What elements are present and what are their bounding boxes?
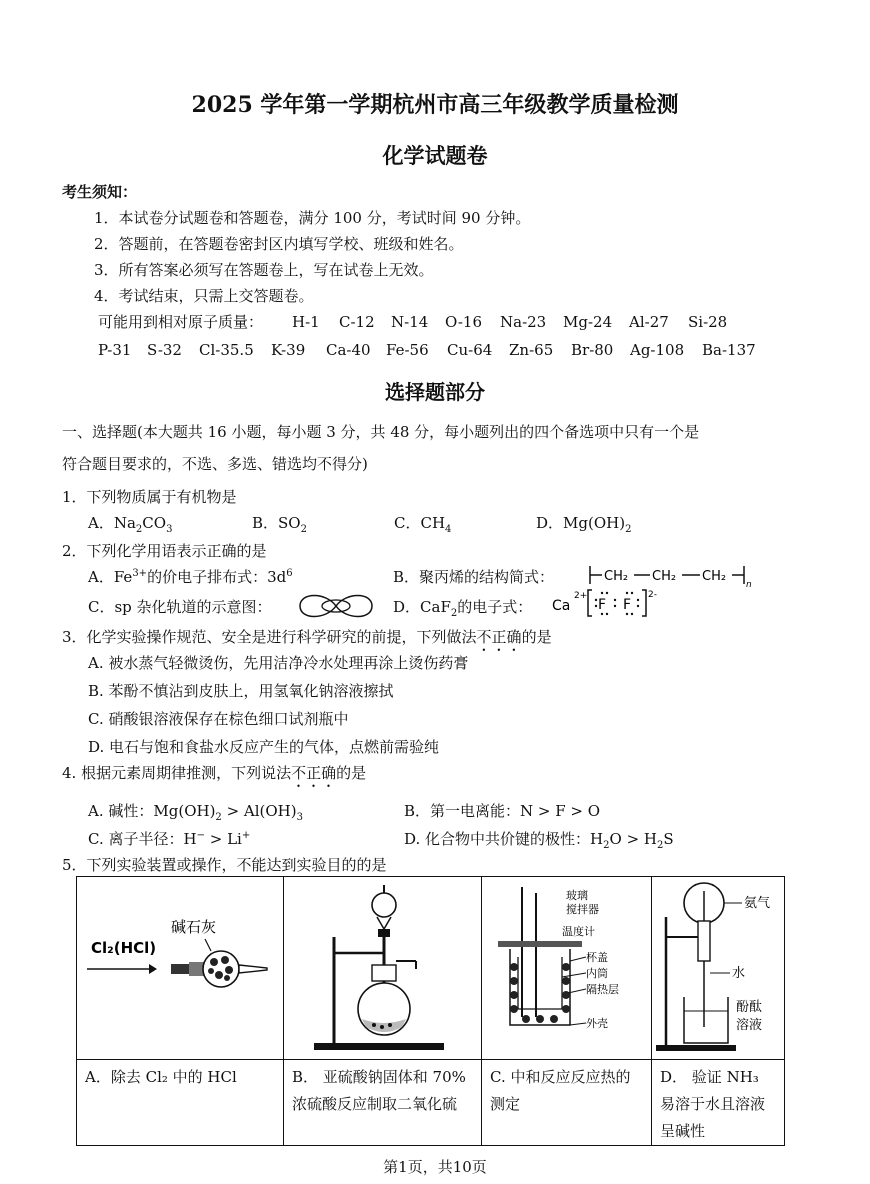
- atomic-mass: Br-80: [571, 341, 614, 359]
- svg-text:F: F: [598, 597, 607, 613]
- q1-option-d: D．$Mg(OH)_2$: [536, 514, 632, 535]
- atomic-mass: P-31: [98, 341, 132, 359]
- q2-option-a: A．$Fe^{3+}$的价电子排布式：$3d^6$: [88, 568, 293, 586]
- notice-item-4: 4．考试结束，只需上交答题卷。: [94, 287, 314, 305]
- svg-text:水: 水: [732, 966, 746, 981]
- q3-option-d: D. 电石与饱和食盐水反应产生的气体，点燃前需验纯: [88, 738, 440, 756]
- figure-b-cell: [284, 877, 482, 1060]
- svg-text:内筒: 内筒: [586, 967, 608, 980]
- svg-text:温度计: 温度计: [562, 925, 595, 938]
- q2-option-d: D．CaF$_2$的电子式：: [393, 598, 533, 619]
- atomic-mass: Ba-137: [702, 341, 756, 359]
- ch2-label: CH₂: [702, 569, 727, 584]
- atomic-mass-label: 可能用到相对原子质量：: [98, 313, 264, 331]
- caption-b: B． 亚硫酸钠固体和 70%浓硫酸反应制取二氧化硫: [292, 1068, 466, 1113]
- notice-item-3: 3．所有答案必须写在答题卷上，写在试卷上无效。: [94, 261, 434, 279]
- figure-a-cell: [77, 877, 284, 1060]
- atomic-mass: Ca-40: [326, 341, 371, 359]
- atomic-mass: Al-27: [629, 313, 669, 331]
- atomic-mass: Si-28: [688, 313, 728, 331]
- section-intro-line2: 符合题目要求的，不选、多选、错选均不得分): [62, 455, 368, 473]
- page-number: 第1页，共10页: [383, 1158, 487, 1176]
- section-intro-line1: 一、选择题(本大题共 16 小题，每小题 3 分，共 48 分，每小题列出的四个备选项中只有一个是: [62, 423, 700, 441]
- atomic-mass: Cu-64: [447, 341, 493, 359]
- atomic-mass: S-32: [147, 341, 182, 359]
- q1-option-b: B．$SO_2$: [252, 514, 307, 535]
- gas-generator-figure: [284, 877, 480, 1055]
- q4-option-d: D. 化合物中共价键的极性：$H_2O > H_2S$: [404, 830, 674, 851]
- svg-text:Ca: Ca: [552, 598, 571, 614]
- ammonia-fountain-figure: [652, 877, 783, 1055]
- sp-orbital-icon: [296, 590, 376, 622]
- n-label: n: [746, 580, 752, 590]
- section-title: 选择题部分: [385, 380, 485, 404]
- svg-text:隔热层: 隔热层: [586, 983, 619, 996]
- drying-tube-figure: [77, 877, 282, 1055]
- q1-option-c: C．$CH_4$: [394, 514, 452, 535]
- atomic-mass: Zn-65: [509, 341, 554, 359]
- q4-option-c: C. 离子半径：H− > Li+: [88, 830, 251, 848]
- svg-text:杯盖: 杯盖: [586, 951, 608, 964]
- q5-stem: 5．下列实验装置或操作，不能达到实验目的的是: [62, 856, 387, 874]
- atomic-mass: K-39: [271, 341, 306, 359]
- atomic-mass: O-16: [445, 313, 483, 331]
- caf2-electron-formula: [552, 586, 662, 620]
- svg-text:氨气: 氨气: [744, 896, 771, 911]
- q2-option-c: C．sp 杂化轨道的示意图：: [88, 598, 272, 616]
- atomic-mass: N-14: [391, 313, 429, 331]
- q2-stem: 2．下列化学用语表示正确的是: [62, 542, 267, 560]
- svg-text:2+: 2+: [574, 591, 588, 601]
- figure-d-cell: [652, 877, 785, 1060]
- notice-heading: 考生须知：: [62, 183, 138, 201]
- q4-stem: 4. 根据元素周期律推测，下列说法不正确的是: [62, 764, 367, 782]
- svg-text:F: F: [623, 597, 632, 613]
- gas-label: Cl₂(HCl): [91, 939, 157, 957]
- svg-text:外壳: 外壳: [586, 1017, 608, 1030]
- atomic-mass: Na-23: [500, 313, 547, 331]
- calorimeter-figure: [482, 877, 650, 1055]
- q3-option-c: C. 硝酸银溶液保存在棕色细口试剂瓶中: [88, 710, 349, 728]
- ch2-label: CH₂: [652, 569, 677, 584]
- svg-text:酚酞: 酚酞: [736, 1000, 763, 1015]
- caption-c: C. 中和反应反应热的测定: [490, 1068, 631, 1113]
- q5-apparatus-table: [76, 876, 785, 1146]
- q4-option-b: B．第一电离能：N > F > O: [404, 802, 601, 820]
- q4-option-a: A. 碱性：$Mg(OH)_2 > Al(OH)_3$: [88, 802, 303, 823]
- ch2-label: CH₂: [604, 569, 629, 584]
- atomic-mass: Mg-24: [563, 313, 613, 331]
- q2-option-b: B．聚丙烯的结构简式：: [393, 568, 555, 586]
- svg-text:搅拌器: 搅拌器: [566, 903, 599, 916]
- figure-c-cell: [482, 877, 652, 1060]
- notice-item-2: 2．答题前，在答题卷密封区内填写学校、班级和姓名。: [94, 235, 464, 253]
- atomic-mass: Ag-108: [630, 341, 685, 359]
- q1-option-a: A．$Na_2CO_3$: [88, 514, 173, 535]
- q3-stem: 3．化学实验操作规范、安全是进行科学研究的前提，下列做法不正确的是: [62, 628, 552, 646]
- caption-a: A．除去 Cl₂ 中的 HCl: [85, 1068, 237, 1086]
- soda-lime-label: 碱石灰: [171, 918, 217, 936]
- svg-text:玻璃: 玻璃: [566, 889, 588, 902]
- caption-d: D． 验证 NH₃ 易溶于水且溶液呈碱性: [660, 1068, 766, 1140]
- notice-item-1: 1．本试卷分试题卷和答题卷，满分 100 分，考试时间 90 分钟。: [94, 209, 531, 227]
- exam-title: 2025 学年第一学期杭州市高三年级教学质量检测: [191, 92, 679, 118]
- q1-stem: 1．下列物质属于有机物是: [62, 488, 237, 506]
- q3-option-a: A. 被水蒸气轻微烫伤，先用洁净冷水处理再涂上烫伤药膏: [88, 654, 469, 672]
- q3-option-b: B. 苯酚不慎沾到皮肤上，用氢氧化钠溶液擦拭: [88, 682, 394, 700]
- atomic-mass: C-12: [339, 313, 375, 331]
- svg-text:2-: 2-: [648, 590, 657, 600]
- atomic-mass: Cl-35.5: [199, 341, 254, 359]
- svg-text:溶液: 溶液: [736, 1018, 763, 1033]
- atomic-mass: Fe-56: [386, 341, 429, 359]
- exam-subtitle: 化学试题卷: [382, 143, 488, 168]
- atomic-mass: H-1: [292, 313, 320, 331]
